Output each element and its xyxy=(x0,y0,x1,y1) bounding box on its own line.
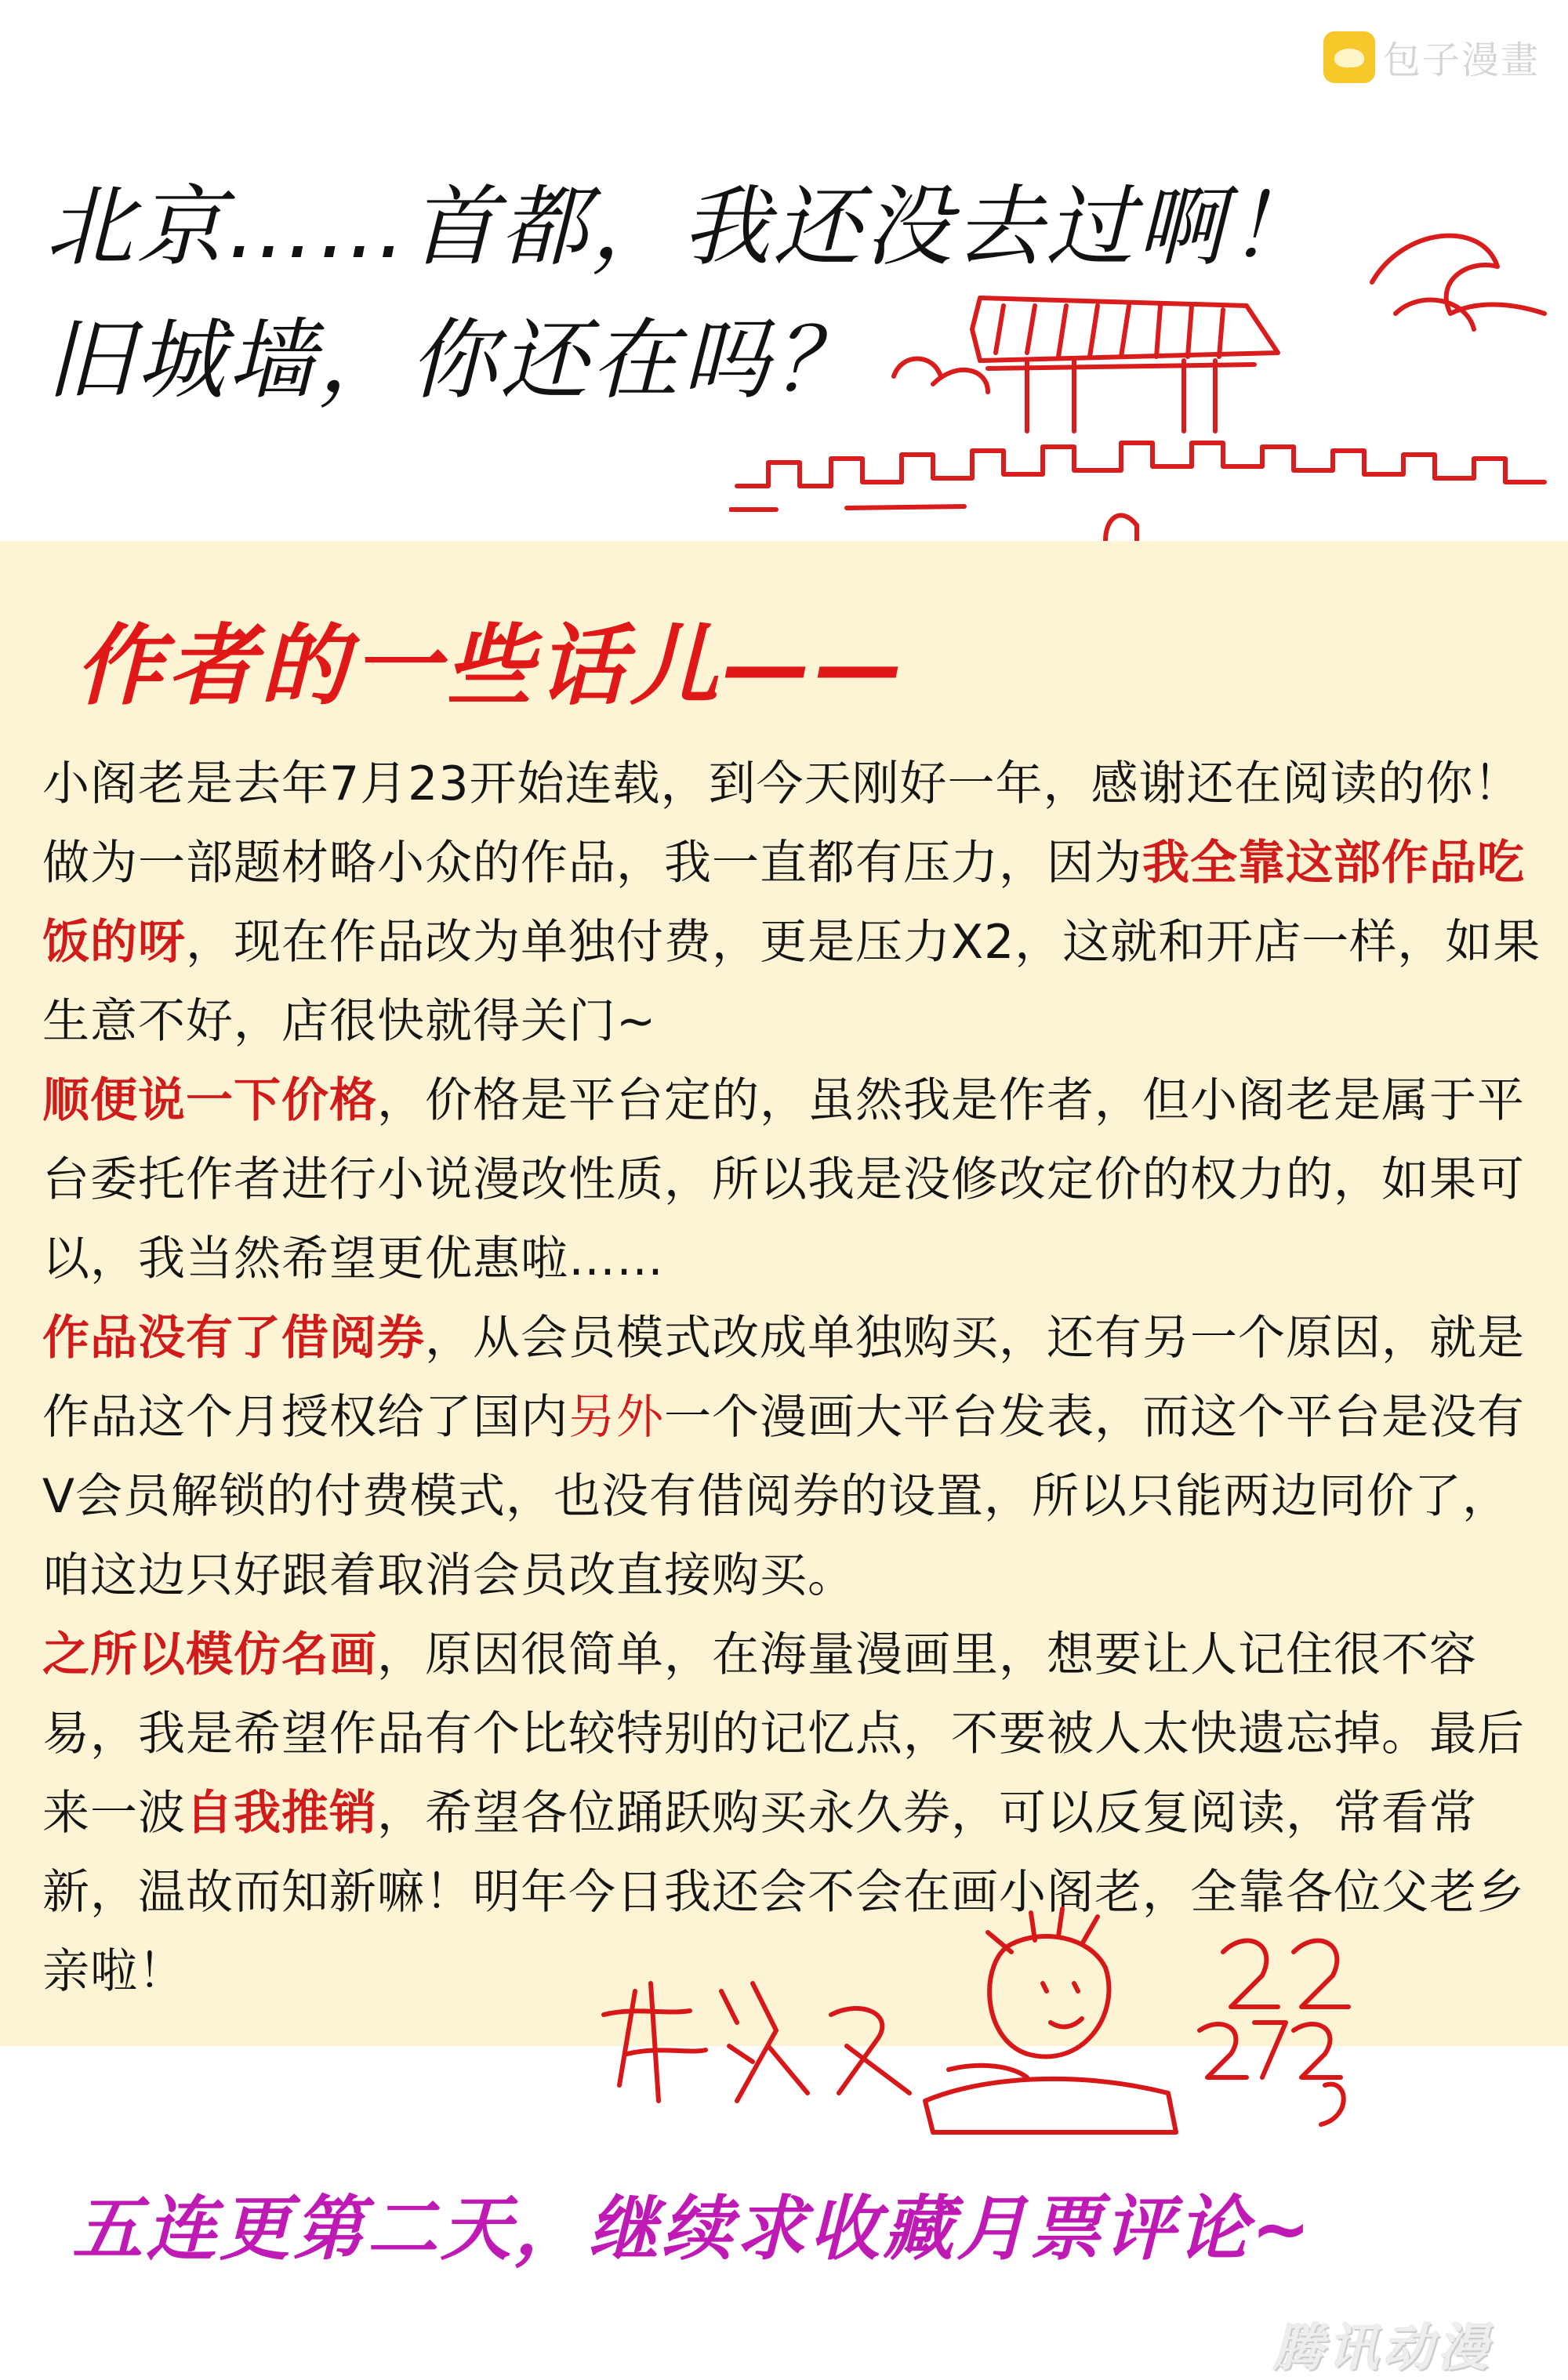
watermark-bottom: 腾讯动漫 xyxy=(1273,2320,1493,2378)
watermark-top-text: 包子漫畫 xyxy=(1383,38,1541,82)
headline-line-1: 北京……首都，我还没去过啊！ xyxy=(45,176,1319,278)
note-text: ，现在作品改为单独付费，更是压力X2，这就和开店一样，如果生意不好，店很快就得关门~ xyxy=(42,915,1541,1049)
highlight-text: 另外 xyxy=(568,1390,664,1445)
highlight-text: 顺便说一下价格 xyxy=(42,1073,377,1128)
note-paragraph xyxy=(42,745,1555,1061)
highlight-text: 作品没有了借阅券 xyxy=(42,1311,425,1366)
section-title: 作者的一些话儿—— xyxy=(75,615,908,717)
note-text: ，从会员模式改成单独购买，还有另一个原因，就是作品这个月授权给了国内 xyxy=(42,1311,1525,1445)
highlight-text: 之所以模仿名画 xyxy=(42,1627,377,1682)
note-text: ，原因很简单，在海量漫画里，想要让人记住很不容易，我是希望作品有个比较特别的记忆点，不要被人太快遗忘掉。最后来一波 xyxy=(42,1627,1525,1841)
watermark-top xyxy=(1323,30,1540,84)
note-paragraph xyxy=(42,1299,1555,1616)
note-text: 一个漫画大平台发表，而这个平台是没有V会员解锁的付费模式，也没有借阅券的设置，所以只能两边同价了，咱这边只好跟着取消会员改直接购买。 xyxy=(42,1390,1525,1603)
note-text: 小阁老是去年7月23开始连载，到今天刚好一年，感谢还在阅读的你！做为一部题材略小众的作品，我一直都有压力，因为 xyxy=(42,756,1522,891)
city-wall-sketch xyxy=(729,196,1568,541)
headline-line-2: 旧城墙，你还在吗？ xyxy=(45,310,864,412)
highlight-text: 我全靠这部作品吃饭的呀 xyxy=(42,836,1525,970)
author-notes-text xyxy=(42,745,1555,2012)
footer-slogan: 五连更第二天，继续求收藏月票评论~ xyxy=(72,2188,1314,2270)
note-text: ，希望各位踊跃购买永久券，可以反复阅读，常看常新，温故而知新嘛！明年今日我还会不会在画小阁老，全靠各位父老乡亲啦！ xyxy=(42,1786,1525,1999)
note-paragraph xyxy=(42,1061,1555,1299)
highlight-text: 自我推销 xyxy=(186,1786,377,1841)
note-text: ，价格是平台定的，虽然我是作者，但小阁老是属于平台委托作者进行小说漫改性质，所以我是没修改定价的权力的，如果可以，我当然希望更优惠啦…… xyxy=(42,1073,1525,1286)
bun-logo-icon xyxy=(1323,31,1375,83)
author-signature xyxy=(572,1897,1356,2148)
